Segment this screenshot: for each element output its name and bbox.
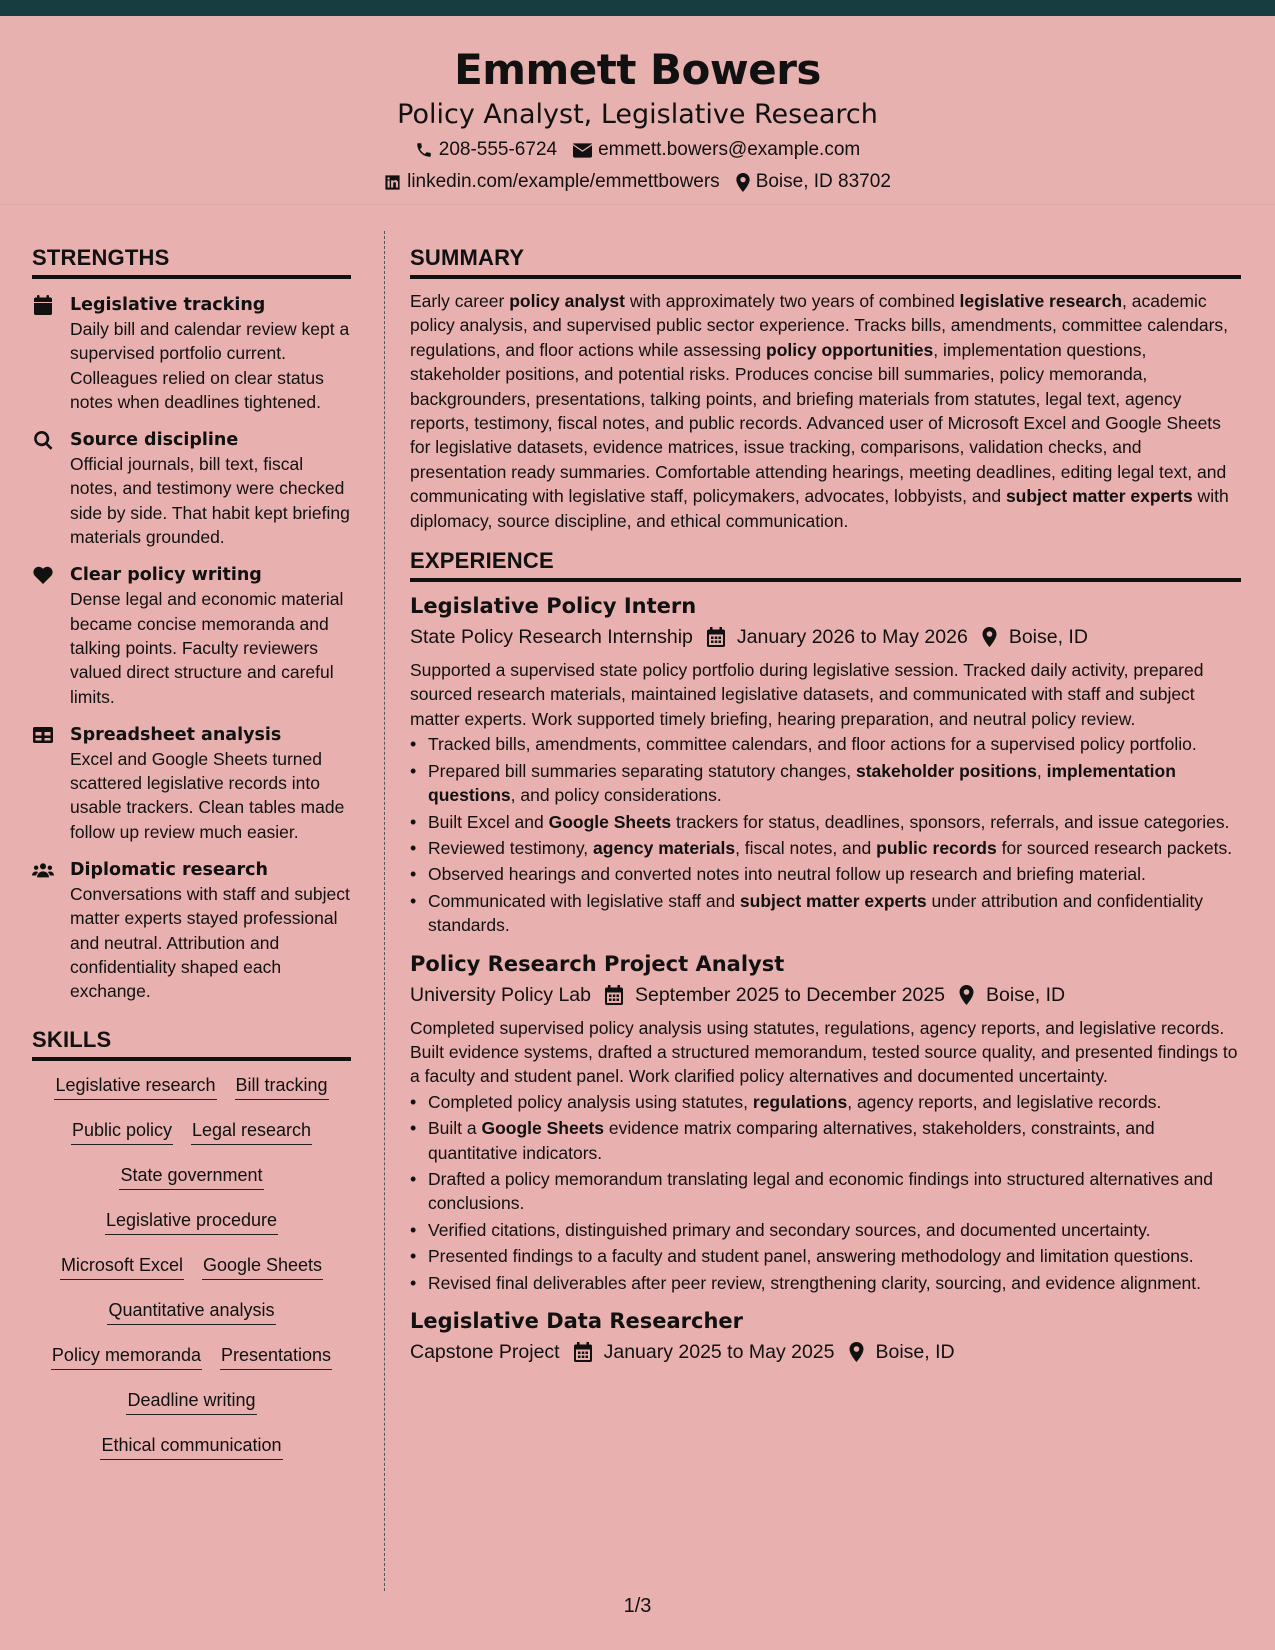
- bold-keyword: policy opportunities: [766, 339, 934, 360]
- skill-tag: Presentations: [220, 1343, 332, 1370]
- skill-row: [32, 1163, 351, 1208]
- strength-text: Excel and Google Sheets turned scattered legislative records into usable trackers. Clean tables made follow up review much easier.: [70, 748, 345, 842]
- skill-tag: Legal research: [191, 1118, 312, 1145]
- calendar-icon: [32, 293, 54, 317]
- calendar-icon: [574, 1342, 592, 1362]
- skill-tag: Legislative research: [54, 1073, 216, 1100]
- experience-heading: EXPERIENCE: [410, 547, 1241, 582]
- top-accent-bar: [0, 0, 1275, 16]
- summary-paragraph: Early career policy analyst with approximately two years of combined legislative research, academic policy analysis, and supervised public sector experience. Tracks bills, amendments, committee calendars, regulations, and floor actions while assessing policy opportunities, implementation questions, stakeholder positions, and potential risks. Produces concise bill summaries, policy memoranda, backgrounders, presentations, talking points, and briefing materials from statutes, legal text, agency reports, testimony, fiscal notes, and public records. Advanced user of Microsoft Excel and Google Sheets for legislative datasets, evidence matrices, issue tracking, comparisons, validation checks, and presentation ready summaries. Comfortable attending hearings, meeting deadlines, editing legal text, and communicating with legislative staff, policymakers, advocates, lobbyists, and subject matter experts with diplomacy, source discipline, and ethical communication.: [410, 291, 1229, 531]
- experience-list: [410, 592, 1241, 1366]
- contact-line-1: [0, 138, 1275, 162]
- bullet-item: • Revised final deliverables after peer review, strengthening clarity, sourcing, and evidence alignment.: [410, 1271, 1241, 1295]
- strength-title: Diplomatic research: [70, 860, 269, 881]
- bullet-item: • Tracked bills, amendments, committee calendars, and floor actions for a supervised policy portfolio.: [410, 732, 1241, 756]
- job-title: Legislative Policy Intern: [410, 594, 697, 619]
- right-column: [410, 244, 1241, 1366]
- phone-contact: [415, 138, 557, 162]
- bold-keyword: public records: [876, 837, 997, 858]
- experience-entry: [410, 1307, 1241, 1366]
- strength-title: Source discipline: [70, 430, 239, 451]
- skill-tag: Bill tracking: [235, 1073, 329, 1100]
- bullet-item: • Built Excel and Google Sheets trackers for status, deadlines, sponsors, referrals, and issue categories.: [410, 810, 1241, 834]
- strength-text: Daily bill and calendar review kept a supervised portfolio current. Colleagues relied on clear status notes when deadlines tightened.: [70, 319, 350, 412]
- skill-tag: Quantitative analysis: [107, 1298, 275, 1325]
- email-contact: [573, 138, 860, 162]
- email-text[interactable]: emmett.bowers@example.com: [598, 139, 861, 160]
- strength-item: [32, 428, 351, 549]
- users-icon: [32, 858, 54, 882]
- strength-item: [32, 858, 351, 1003]
- map-pin-icon: [982, 627, 997, 647]
- bullet-item: • Completed policy analysis using statutes, regulations, agency reports, and legislative records.: [410, 1090, 1241, 1114]
- skill-row: [32, 1118, 351, 1163]
- table-icon: [32, 723, 54, 747]
- location-text: Boise, ID 83702: [755, 171, 891, 192]
- strength-item: [32, 723, 351, 844]
- linkedin-contact: [384, 170, 720, 194]
- job-meta: [410, 1338, 1241, 1366]
- strength-item: [32, 563, 351, 708]
- phone-icon: [415, 141, 433, 159]
- bullet-item: • Presented findings to a faculty and student panel, answering methodology and limitation questions.: [410, 1244, 1241, 1268]
- skill-tag: State government: [119, 1163, 263, 1190]
- bold-keyword: legislative research: [959, 291, 1123, 311]
- left-column: [32, 244, 351, 1478]
- job-meta: [410, 623, 1241, 651]
- job-description: Supported a supervised state policy portfolio during legislative session. Tracked daily activity, prepared sourced research materials, maintained legislative datasets, and communicated with staff and subject matter experts. Work supported timely briefing, hearing preparation, and neutral policy review.: [410, 660, 1204, 729]
- envelope-icon: [573, 143, 592, 158]
- bold-keyword: policy analyst: [509, 291, 625, 311]
- contact-line-2: [0, 170, 1275, 194]
- strength-item: [32, 293, 351, 414]
- skills-list: [32, 1073, 351, 1478]
- strength-title: Clear policy writing: [70, 565, 262, 586]
- job-title: Policy Research Project Analyst: [410, 951, 785, 976]
- skill-tag: Ethical communication: [100, 1433, 282, 1460]
- bold-keyword: subject matter experts: [739, 890, 927, 911]
- bullet-item: • Reviewed testimony, agency materials, fiscal notes, and public records for sourced research packets.: [410, 836, 1241, 860]
- skill-row: [32, 1208, 351, 1253]
- strength-title: Legislative tracking: [70, 295, 266, 315]
- bullet-item: • Prepared bill summaries separating statutory changes, stakeholder positions, implementation questions, and policy considerations.: [410, 759, 1241, 808]
- search-icon: [32, 428, 54, 452]
- bullet-item: • Verified citations, distinguished primary and secondary sources, and documented uncertainty.: [410, 1218, 1241, 1242]
- skill-row: [32, 1388, 351, 1433]
- bold-keyword: Google Sheets: [481, 1118, 605, 1139]
- bold-keyword: subject matter experts: [1005, 486, 1193, 507]
- phone-text[interactable]: 208-555-6724: [438, 139, 558, 160]
- job-dates: January 2025 to May 2025: [603, 1341, 835, 1363]
- heart-icon: [32, 563, 54, 587]
- map-pin-icon: [959, 985, 974, 1005]
- linkedin-icon: [384, 174, 401, 191]
- skill-row: [32, 1073, 351, 1118]
- job-bullets: [410, 1090, 1241, 1295]
- job-organization: University Policy Lab: [410, 983, 591, 1006]
- experience-entry: [410, 950, 1241, 1295]
- column-divider: [384, 231, 385, 1591]
- strength-text: Conversations with staff and subject matter experts stayed professional and neutral. Attribution and confidentiality shaped each exchange.: [70, 884, 350, 1002]
- job-meta: [410, 981, 1241, 1009]
- calendar-icon: [605, 985, 623, 1005]
- map-pin-icon: [849, 1342, 864, 1362]
- bold-keyword: implementation questions: [428, 760, 1176, 806]
- bold-keyword: regulations: [752, 1091, 848, 1112]
- skill-tag: Policy memoranda: [51, 1343, 202, 1370]
- job-location: Boise, ID: [1008, 626, 1088, 649]
- job-location: Boise, ID: [986, 983, 1066, 1006]
- job-title: Legislative Data Researcher: [410, 1309, 744, 1333]
- skill-row: [32, 1343, 351, 1388]
- job-location: Boise, ID: [875, 1341, 955, 1363]
- map-pin-icon: [736, 173, 750, 192]
- strength-text: Dense legal and economic material became concise memoranda and talking points. Faculty reviewers valued direct structure and careful limits.: [70, 589, 344, 707]
- strengths-heading: STRENGTHS: [32, 244, 351, 279]
- skill-tag: Google Sheets: [202, 1253, 323, 1280]
- bold-keyword: Google Sheets: [548, 811, 672, 832]
- location-contact: [736, 170, 891, 194]
- job-dates: September 2025 to December 2025: [634, 983, 946, 1006]
- skill-tag: Microsoft Excel: [60, 1253, 184, 1280]
- candidate-title: Policy Analyst, Legislative Research: [397, 99, 878, 130]
- job-organization: State Policy Research Internship: [410, 626, 693, 649]
- resume-header: [0, 16, 1275, 205]
- job-bullets: [410, 732, 1241, 937]
- skill-row: [32, 1298, 351, 1343]
- bullet-item: • Observed hearings and converted notes into neutral follow up research and briefing material.: [410, 862, 1241, 886]
- bullet-item: • Built a Google Sheets evidence matrix comparing alternatives, stakeholders, constraints, and quantitative indicators.: [410, 1116, 1241, 1165]
- skill-tag: Public policy: [71, 1118, 173, 1145]
- candidate-name: Emmett Bowers: [454, 45, 821, 94]
- summary-heading: SUMMARY: [410, 244, 1241, 279]
- calendar-icon: [707, 627, 725, 647]
- bullet-item: • Drafted a policy memorandum translating legal and economic findings into structured alternatives and conclusions.: [410, 1167, 1241, 1216]
- bold-keyword: agency materials: [593, 837, 736, 858]
- experience-entry: [410, 592, 1241, 937]
- page-number: 1/3: [623, 1595, 652, 1617]
- linkedin-text[interactable]: linkedin.com/example/emmettbowers: [407, 171, 720, 192]
- skill-row: [32, 1253, 351, 1298]
- skills-heading: SKILLS: [32, 1026, 351, 1061]
- skill-tag: Deadline writing: [126, 1388, 256, 1415]
- bullet-item: • Communicated with legislative staff and subject matter experts under attribution and confidentiality standards.: [410, 889, 1241, 938]
- job-organization: Capstone Project: [410, 1341, 560, 1363]
- bold-keyword: stakeholder positions: [856, 760, 1037, 781]
- strength-title: Spreadsheet analysis: [70, 724, 282, 745]
- skill-row: [32, 1433, 351, 1478]
- job-dates: January 2026 to May 2026: [736, 626, 968, 649]
- strength-text: Official journals, bill text, fiscal notes, and testimony were checked side by side. That habit kept briefing materials grounded.: [70, 454, 350, 548]
- job-description: Completed supervised policy analysis using statutes, regulations, agency reports, and legislative records. Built evidence systems, drafted a structured memorandum, tested source quality, and presented findings to a faculty and student panel. Work clarified policy alternatives and documented uncertainty.: [410, 1017, 1238, 1087]
- skill-tag: Legislative procedure: [105, 1208, 278, 1235]
